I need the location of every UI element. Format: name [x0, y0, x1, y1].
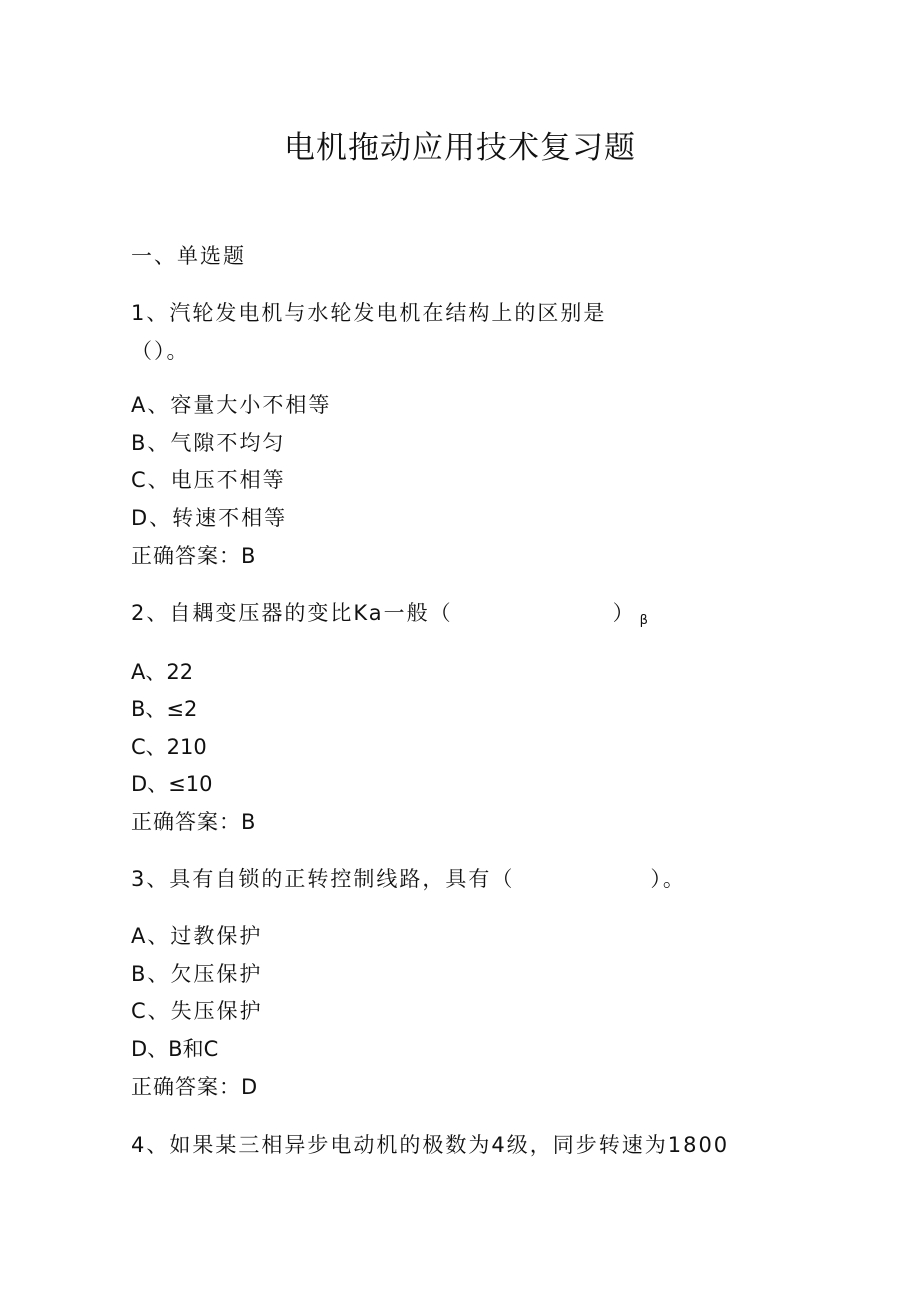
question-3-answer: 正确答案：D [131, 1075, 259, 1099]
question-3-stem-end: ）。 [650, 867, 686, 891]
question-4-stem: 4、如果某三相异步电动机的极数为4级，同步转速为1800 [131, 1133, 730, 1157]
question-1-stem: 1、汽轮发电机与水轮发电机在结构上的区别是 [131, 301, 607, 325]
question-2-stem-suffix: β [639, 613, 648, 628]
question-1-answer: 正确答案：B [131, 544, 257, 568]
question-3-option-c: C、失压保护 [131, 999, 263, 1023]
section-heading: 一、单选题 [131, 244, 246, 268]
question-1-option-a: A、容量大小不相等 [131, 393, 332, 417]
question-2-answer: 正确答案：B [131, 810, 257, 834]
question-1-stem-blank: （）。 [131, 339, 190, 363]
question-1-option-d: D、转速不相等 [131, 506, 288, 530]
question-2-option-b: B、≤2 [131, 697, 198, 721]
question-3-option-a: A、过教保护 [131, 924, 263, 948]
question-1-option-b: B、气隙不均匀 [131, 431, 286, 455]
question-2-stem [131, 598, 648, 636]
question-2-option-a: A、22 [131, 660, 194, 684]
question-3-stem [131, 864, 686, 894]
question-2-option-c: C、210 [131, 735, 207, 759]
question-3-option-d: D、B和C [131, 1037, 219, 1061]
page-title: 电机拖动应用技术复习题 [284, 130, 636, 166]
question-2-stem-start: 2、自耦变压器的变比Ka一般（ [131, 601, 453, 625]
question-3-stem-start: 3、具有自锁的正转控制线路，具有（ [131, 867, 515, 891]
question-3-option-b: B、欠压保护 [131, 962, 263, 986]
question-1-option-c: C、电压不相等 [131, 468, 286, 492]
question-2-stem-end: ） [612, 601, 636, 625]
question-2-option-d: D、≤10 [131, 772, 213, 796]
